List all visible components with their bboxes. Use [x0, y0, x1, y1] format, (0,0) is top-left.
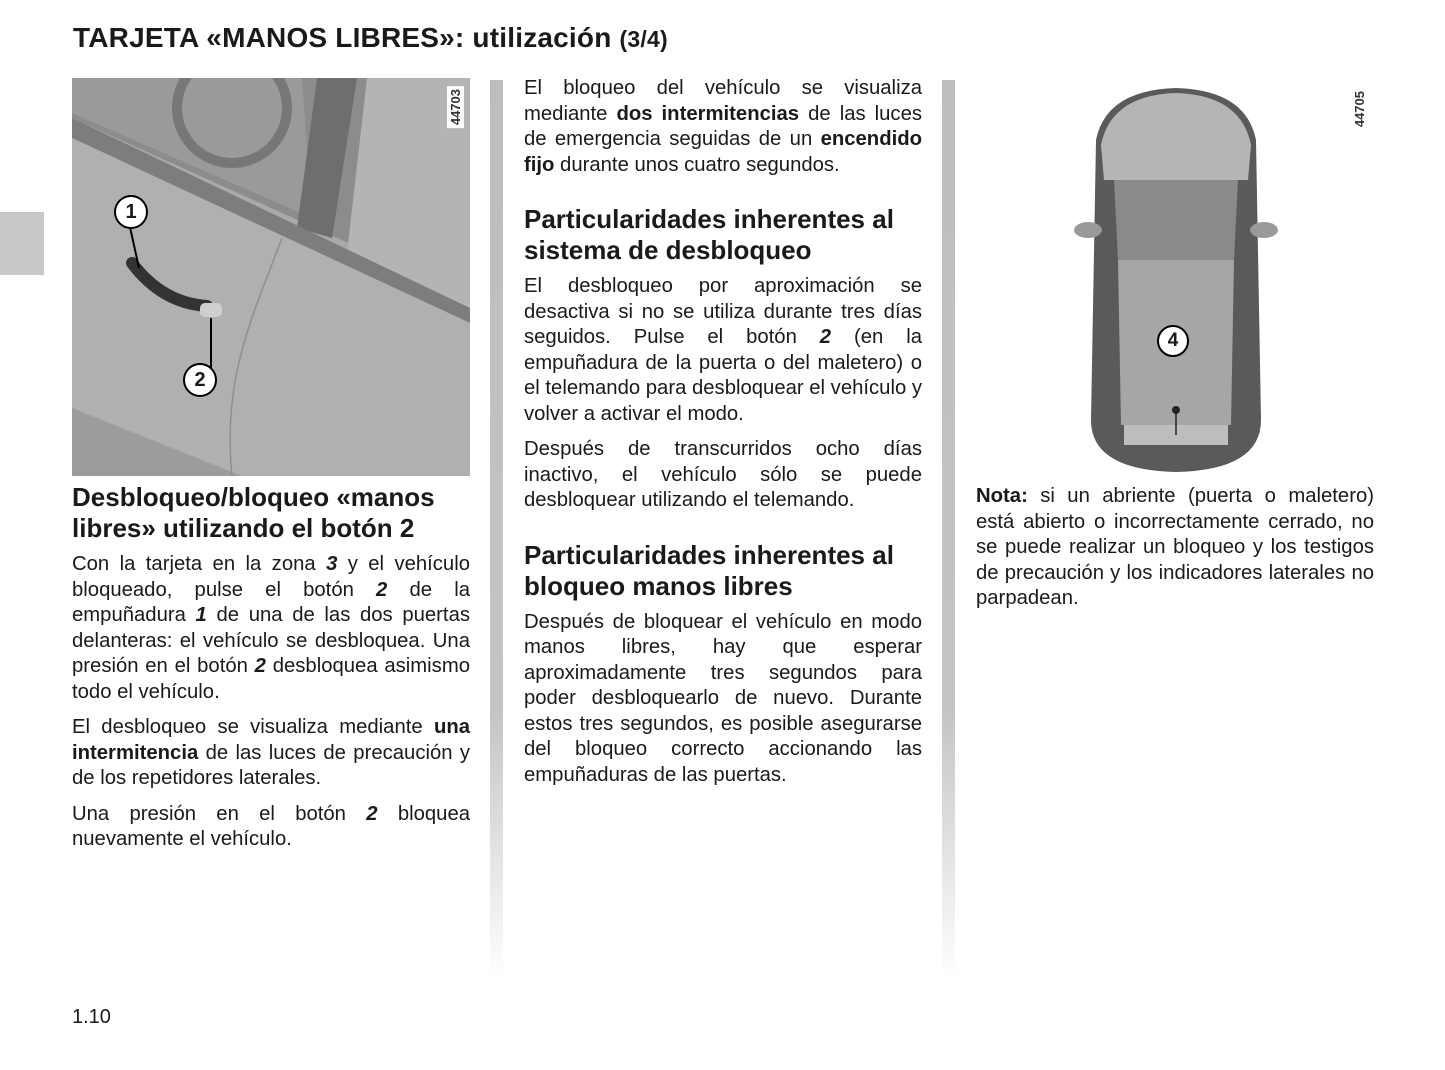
- emphasis-text: Nota:: [976, 485, 1028, 507]
- door-handle-figure: [72, 78, 470, 476]
- paragraph: [72, 552, 470, 705]
- title-part: (3/4): [619, 26, 668, 52]
- section-tab: [0, 212, 44, 275]
- section-heading: Particularidades inherentes al sistema de desbloqueo: [524, 204, 894, 265]
- callout-2: 2: [183, 363, 217, 397]
- text-run: bloquea nuevamente el vehículo.: [72, 802, 470, 850]
- text-run: desbloquea asimismo todo el vehículo.: [72, 655, 471, 703]
- section-1-body: [524, 274, 922, 514]
- text-run: Una presión en el botón: [72, 802, 367, 825]
- callout-4: 4: [1157, 325, 1189, 357]
- section-heading: Desbloqueo/bloqueo «manos libres» utilizando el botón 2: [72, 482, 435, 543]
- page-number: 1.10: [72, 1006, 111, 1028]
- text-run: Con la tarjeta en la zona: [72, 553, 327, 575]
- note-text: [976, 484, 1374, 612]
- paragraph: [524, 274, 922, 427]
- paragraph: [524, 437, 922, 514]
- text-run: durante unos cuatro segundos.: [554, 153, 840, 176]
- emphasis-text: 2: [366, 802, 378, 825]
- text-run: Después de transcurridos ocho días inactivo, el vehículo sólo se puede desbloquear utilizando el telemando.: [524, 438, 922, 511]
- column-divider: [490, 80, 503, 980]
- title-main: TARJETA «MANOS LIBRES»: utilización: [73, 22, 612, 53]
- paragraph: [976, 484, 1374, 612]
- text-run: de la empuñadura: [72, 578, 470, 626]
- page-title: [73, 22, 668, 54]
- paragraph: [524, 610, 922, 789]
- column-divider: [942, 80, 955, 980]
- section-heading: Particularidades inherentes al bloqueo manos libres: [524, 539, 894, 601]
- col1-body: [72, 552, 470, 853]
- text-run: si un abriente (puerta o maletero) está abierto o incorrectamente cerrado, no se puede realizar un bloqueo y los testigos de precaución y los indicadores laterales no parpadean.: [976, 485, 1374, 609]
- text-run: y el vehículo bloqueado, pulse el botón: [72, 553, 470, 601]
- column-1: [72, 78, 470, 863]
- callout-1: 1: [114, 195, 148, 229]
- section-2-body: [524, 610, 922, 789]
- paragraph: [72, 802, 470, 853]
- emphasis-text: 3: [326, 553, 338, 575]
- text-run: El desbloqueo por aproximación se desactiva si no se utiliza durante tres días seguidos. Pulse el botón: [524, 275, 922, 348]
- emphasis-text: dos intermitencias: [616, 102, 800, 125]
- intro-text: [524, 76, 922, 178]
- emphasis-text: 2: [819, 326, 832, 348]
- text-run: de una de las dos puertas delanteras: el vehículo se desbloquea. Una presión en el botón: [72, 604, 470, 677]
- emphasis-text: una intermitencia: [72, 716, 470, 764]
- paragraph: [524, 76, 922, 178]
- text-run: (en la empuñadura de la puerta o del maletero) o el telemando para desbloquear el vehículo y volver a activar el modo.: [524, 326, 922, 425]
- emphasis-text: 1: [195, 604, 207, 626]
- column-3: [976, 80, 1374, 622]
- text-run: El desbloqueo se visualiza mediante: [72, 716, 434, 738]
- figure-number: 44705: [1351, 88, 1368, 130]
- car-top-view-figure: [976, 80, 1374, 478]
- emphasis-text: 2: [254, 655, 266, 677]
- text-run: de las luces de emergencia seguidas de un: [524, 102, 922, 150]
- paragraph: [72, 715, 470, 792]
- emphasis-text: encendido fijo: [524, 128, 922, 176]
- text-run: El bloqueo del vehículo se visualiza mediante: [524, 77, 922, 125]
- text-run: Después de bloquear el vehículo en modo manos libres, hay que esperar aproximadamente tres segundos para poder desbloquearlo de nuevo. Durante estos tres segundos, es posible asegurarse del bloqueo correcto accionando las empuñaduras de las puertas.: [524, 610, 922, 786]
- text-run: de las luces de precaución y de los repetidores laterales.: [72, 741, 470, 789]
- emphasis-text: 2: [376, 578, 388, 601]
- column-2: [524, 76, 922, 798]
- figure-number: 44703: [447, 86, 464, 128]
